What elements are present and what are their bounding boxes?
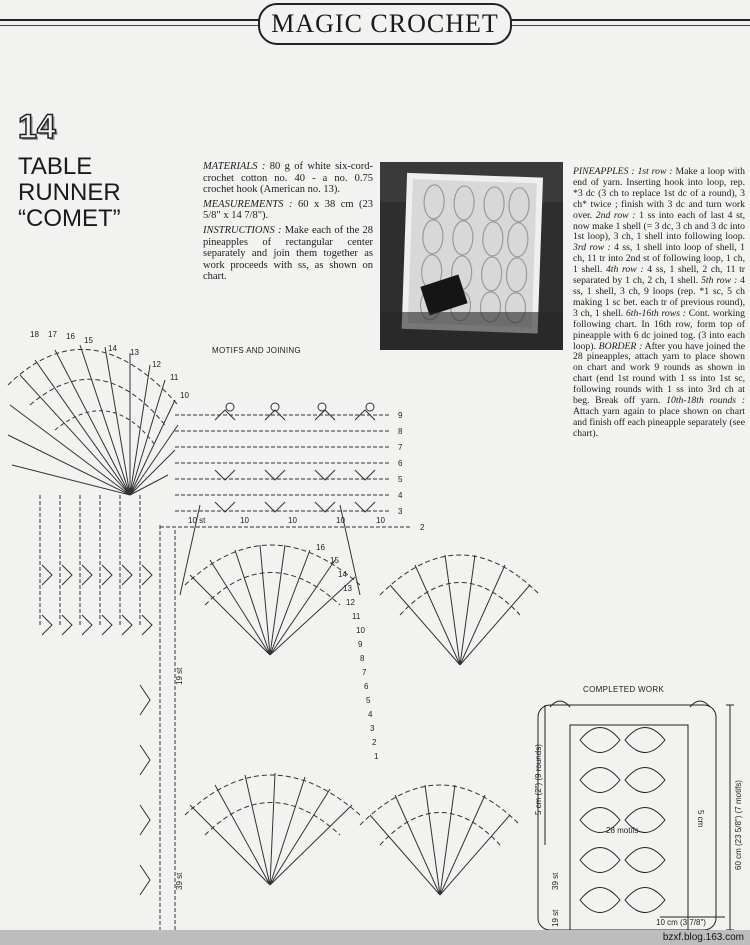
motif-row-number: 12: [346, 598, 355, 607]
bottom-dimension: 10 cm (3 7/8"): [656, 918, 706, 927]
st-vertical-label: 19 st: [175, 667, 184, 685]
title-line-3: “COMET”: [18, 205, 121, 232]
top-number: 10: [180, 391, 189, 400]
top-number: 14: [108, 344, 117, 353]
materials-label: MATERIALS :: [203, 161, 266, 172]
row4-label: 4th row :: [605, 264, 644, 276]
instructions-paragraph: [203, 225, 373, 283]
motif-row-number: 14: [338, 570, 347, 579]
row6-label: 6th-16th rows :: [625, 307, 686, 319]
top-number: 17: [48, 330, 57, 339]
row2-text: 1 ss into each of last 4 st, now make 1 shell (= 3 dc, 3 ch and 3 dc into 1st loop), 3 ch, 1 shell into following loop.: [573, 209, 746, 243]
motifs-count-label: 28 motifs: [606, 826, 639, 835]
top-number: 13: [130, 348, 139, 357]
side-round: 5: [398, 475, 403, 484]
border-text: After you have joined the 28 pineapples, attach yarn to place shown on chart and work 9 rounds as shown in chart (end 1st round with 1 ss into 1st sc, following rounds with 1 ss into 3rd ch at beg. Break off yarn.: [573, 340, 746, 407]
row5-text: 4 ss, 1 shell, 3 ch, 9 loops (rep. *1 sc, 5 ch making 1 sc bet. each tr of previous round), 3 ch, 1 shell.: [573, 275, 746, 319]
motif-row-number: 11: [352, 612, 361, 621]
side-round: 2: [420, 523, 425, 532]
pineapple-motif-2: [380, 555, 540, 665]
border-picots: [215, 403, 375, 512]
top-number: 15: [84, 336, 93, 345]
st-label: 10 st: [188, 516, 206, 525]
side-round: 6: [398, 459, 403, 468]
motif-row-number: 1: [374, 752, 379, 761]
instructions-label: INSTRUCTIONS :: [203, 224, 282, 236]
top-number: 11: [170, 373, 179, 382]
pineapple-motif-3: [185, 773, 360, 885]
title-line-2: RUNNER: [18, 179, 121, 206]
row10-label: 10th-18th rounds :: [666, 395, 746, 407]
row3-label: 3rd row :: [573, 242, 611, 254]
materials-text: 80 g of white six-cord-crochet cotton no. 40 - a no. 0.75 crochet hook (American no. 13).: [203, 161, 373, 196]
chart-top-numbers: [30, 330, 189, 400]
left-border: [40, 495, 175, 930]
small-dimension: 5 cm: [696, 810, 705, 828]
row5-label: 5th row :: [701, 275, 738, 287]
materials-column: [203, 161, 373, 286]
motif-row-number: 9: [358, 640, 363, 649]
right-dimension: 60 cm (23 5/8") (7 motifs): [734, 780, 743, 870]
completed-leaves: [580, 728, 665, 913]
st-label: 10: [288, 516, 297, 525]
side-round: 9: [398, 411, 403, 420]
pineapples-label: PINEAPPLES : 1st row :: [573, 166, 673, 177]
row10-text: Attach yarn again to place shown on chart and finish off each pineapple separately (see chart).: [573, 405, 745, 439]
pineapple-motif-4: [360, 785, 520, 895]
motif-row-number: 10: [356, 626, 365, 635]
photo-illustration: [380, 162, 563, 350]
side-round: 8: [398, 427, 403, 436]
row6-text: Cont. working following chart. In 16th row, form top of pineapple with 6 dc joined tog. (3 into each loop).: [573, 307, 745, 352]
st-label-39: 39 st: [551, 872, 560, 890]
row3-text: 4 ss, 1 shell into loop of shell, 1 ch, 11 tr into 2nd st of following loop, 1 ch, 1 shell.: [573, 242, 745, 276]
st-vertical-label: 39 st: [175, 872, 184, 890]
border-rows: [160, 415, 410, 527]
border-label: BORDER :: [598, 340, 643, 352]
completed-work-diagram: [530, 695, 750, 930]
top-number: 12: [152, 360, 161, 369]
motif-row-number: 8: [360, 654, 365, 663]
measurements-paragraph: [203, 199, 373, 222]
st-label-19: 19 st: [551, 909, 560, 927]
side-round: 4: [398, 491, 403, 500]
row4-text: 4 ss, 1 shell, 2 ch, 11 tr separated by 1 ch, 2 ch, 1 shell.: [573, 264, 746, 287]
measurements-text: 60 x 38 cm (23 5/8" x 14 7/8").: [203, 198, 374, 222]
motif-row-number: 6: [364, 682, 369, 691]
motif-row-number: 13: [343, 584, 352, 593]
left-picots: [42, 565, 152, 895]
instructions-column: [573, 167, 745, 440]
measurements-label: MEASUREMENTS :: [203, 198, 293, 210]
crochet-chart: [0, 325, 540, 930]
magazine-brand: MAGIC CROCHET: [258, 3, 512, 45]
motif-row-number: 7: [362, 668, 367, 677]
side-round: 7: [398, 443, 403, 452]
motif-row-number: 4: [368, 710, 373, 719]
motif-row-numbers: [316, 543, 379, 761]
top-number: 16: [66, 332, 75, 341]
motif-row-number: 3: [370, 724, 375, 733]
instructions-text: Make each of the 28 pineapples of rectangular center separately and join them together as work proceeds with ss, as shown on chart.: [203, 224, 374, 283]
side-round: 3: [398, 507, 403, 516]
chart-side-rounds: [398, 411, 425, 532]
footer-bar: [0, 930, 750, 945]
pattern-number: 14: [18, 108, 56, 146]
st-label: 10: [336, 516, 345, 525]
top-number: 18: [30, 330, 39, 339]
motif-row-number: 2: [372, 738, 377, 747]
product-photo: [380, 162, 563, 350]
left-dimension: 5 cm (2") (9 rounds): [534, 744, 543, 815]
st-label: 10: [240, 516, 249, 525]
motif-row-number: 15: [330, 556, 339, 565]
title-line-1: TABLE: [18, 153, 93, 180]
materials-paragraph: [203, 161, 373, 196]
row2-label: 2nd row :: [595, 209, 636, 221]
st-label: 10: [376, 516, 385, 525]
motif-row-number: 5: [366, 696, 371, 705]
chart-caption: MOTIFS AND JOINING: [212, 346, 301, 355]
footer-watermark: bzxf.blog.163.com: [662, 932, 744, 943]
motif-row-number: 16: [316, 543, 325, 552]
completed-work-caption: COMPLETED WORK: [583, 685, 665, 694]
pattern-title: [18, 154, 193, 232]
pineapples-text: Make a loop with end of yarn. Inserting hook into loop, rep. *3 dc (3 ch to replace 1st dc of a round), 3 ch* twice ; finish with 3 dc and turn work over.: [573, 166, 746, 221]
